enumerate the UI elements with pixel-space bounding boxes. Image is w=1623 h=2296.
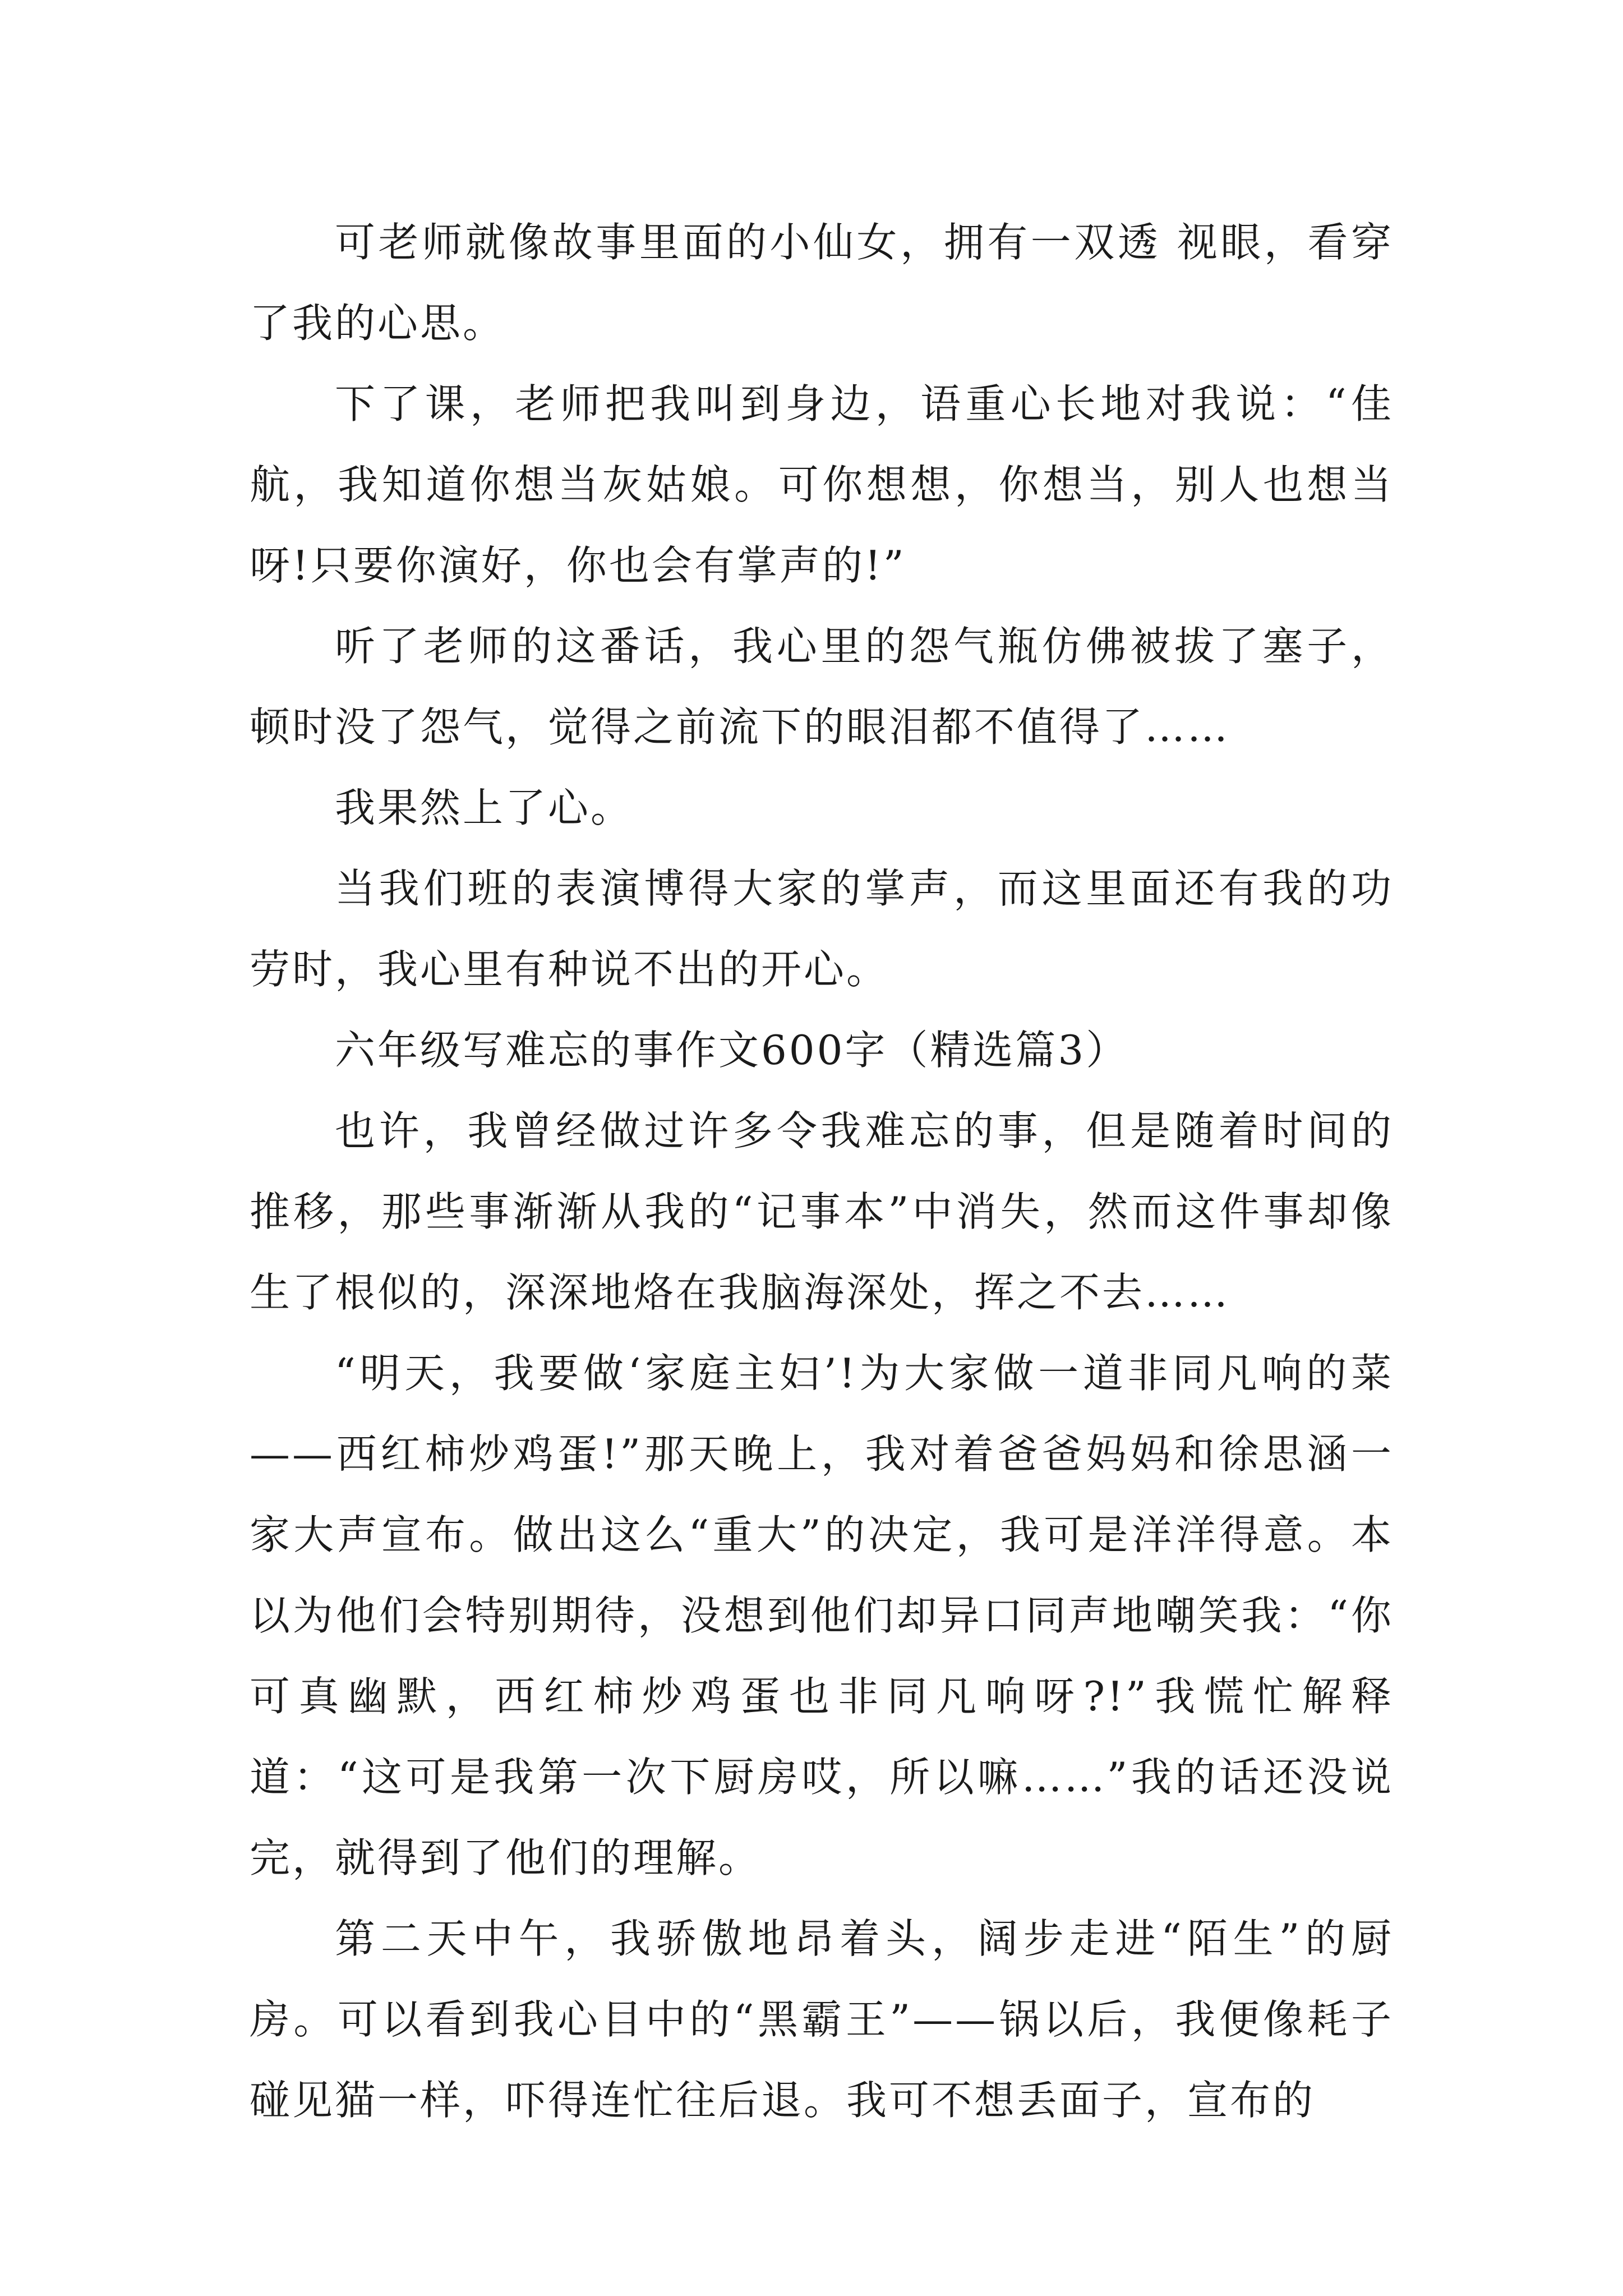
paragraph: 下了课，老师把我叫到身边，语重心长地对我说：“佳航，我知道你想当灰姑娘。可你想想，你想当，别人也想当呀!只要你演好，你也会有掌声的!”	[250, 380, 1394, 589]
paragraph: 可老师就像故事里面的小仙女，拥有一双透 视眼，看穿了我的心思。	[250, 219, 1394, 347]
document-body	[250, 202, 1394, 2141]
paragraph: 听了老师的这番话，我心里的怨气瓶仿佛被拔了塞子，顿时没了怨气，觉得之前流下的眼泪都不值得了……	[250, 623, 1394, 751]
paragraph: 也许，我曾经做过许多令我难忘的事，但是随着时间的推移，那些事渐渐从我的“记事本”中消失，然而这件事却像生了根似的，深深地烙在我脑海深处，挥之不去……	[250, 1107, 1394, 1316]
paragraph: “明天，我要做‘家庭主妇’!为大家做一道非同凡响的菜——西红柿炒鸡蛋!”那天晚上，我对着爸爸妈妈和徐思涵一家大声宣布。做出这么“重大”的决定，我可是洋洋得意。本以为他们会特别期待，没想到他们却异口同声地嘲笑我：“你可真幽默，西红柿炒鸡蛋也非同凡响呀?!”我慌忙解释道：“这可是我第一次下厨房哎，所以嘛……”我的话还没说完，就得到了他们的理解。	[250, 1350, 1394, 1881]
paragraph: 我果然上了心。	[335, 784, 634, 831]
paragraph: 第二天中午，我骄傲地昂着头，阔步走进“陌生”的厨房。可以看到我心目中的“黑霸王”——锅以后，我便像耗子碰见猫一样，吓得连忙往后退。我可不想丢面子，宣布的	[250, 1915, 1394, 2124]
paragraph: 当我们班的表演博得大家的掌声，而这里面还有我的功劳时，我心里有种说不出的开心。	[250, 865, 1394, 993]
section-heading: 六年级写难忘的事作文600字（精选篇3）	[335, 1027, 1129, 1074]
